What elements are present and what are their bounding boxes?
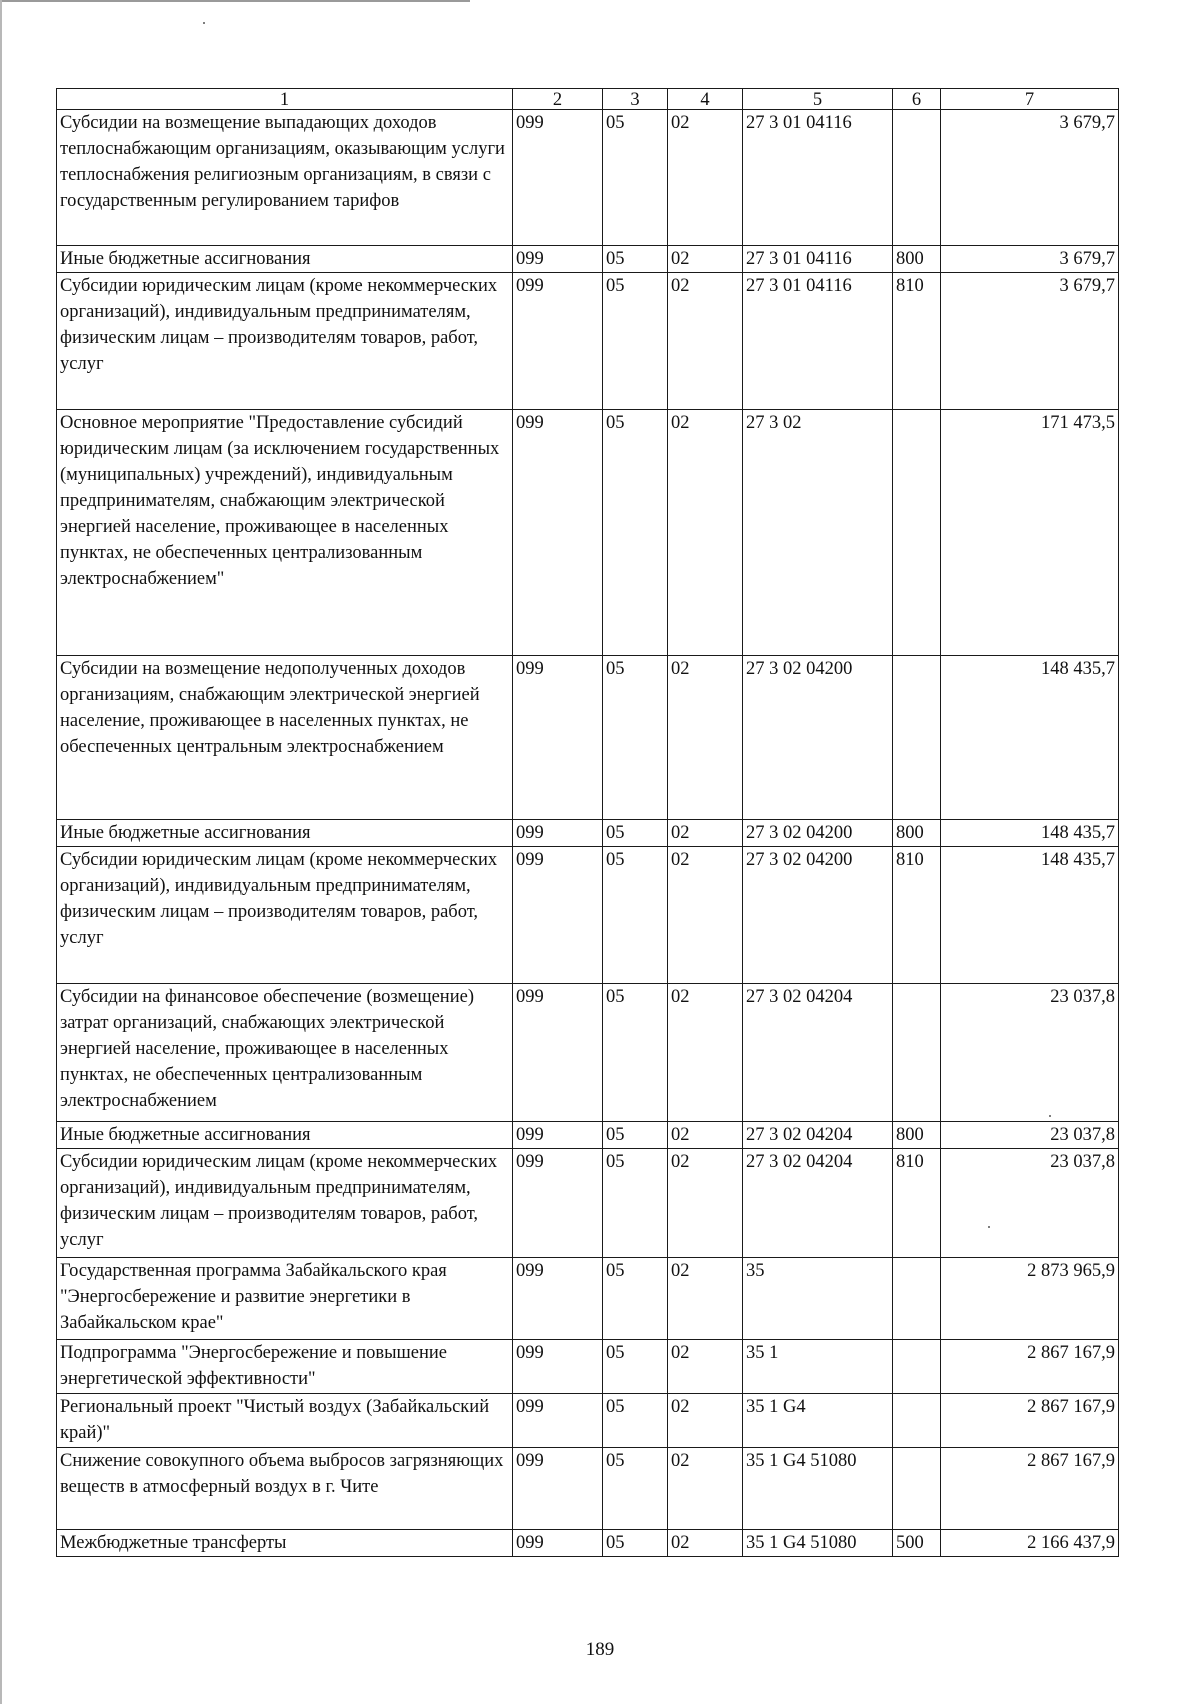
row-subsection-code: 02 bbox=[668, 410, 743, 656]
row-name: Государственная программа Забайкальского края "Энергосбережение и развитие энергетики в Забайкальском крае" bbox=[57, 1258, 513, 1340]
row-section-code: 05 bbox=[603, 110, 668, 246]
row-target-code: 27 3 02 04200 bbox=[743, 820, 893, 847]
row-target-code: 27 3 02 04200 bbox=[743, 847, 893, 984]
row-amount: 3 679,7 bbox=[941, 273, 1119, 410]
table-row bbox=[57, 1340, 1119, 1394]
row-target-code: 27 3 01 04116 bbox=[743, 110, 893, 246]
row-ministry-code: 099 bbox=[513, 656, 603, 820]
row-name: Субсидии юридическим лицам (кроме некоммерческих организаций), индивидуальным предпринимателям, физическим лицам – производителям товаров, работ, услуг bbox=[57, 1149, 513, 1258]
row-target-code: 27 3 02 04204 bbox=[743, 1149, 893, 1258]
row-amount: 3 679,7 bbox=[941, 110, 1119, 246]
table-row bbox=[57, 246, 1119, 273]
row-section-code: 05 bbox=[603, 656, 668, 820]
row-ministry-code: 099 bbox=[513, 246, 603, 273]
table-row bbox=[57, 847, 1119, 984]
row-expense-type: 800 bbox=[893, 820, 941, 847]
row-subsection-code: 02 bbox=[668, 273, 743, 410]
page-number: 189 bbox=[585, 1639, 615, 1660]
row-subsection-code: 02 bbox=[668, 847, 743, 984]
row-target-code: 35 1 G4 51080 bbox=[743, 1530, 893, 1557]
table-row bbox=[57, 1530, 1119, 1557]
row-ministry-code: 099 bbox=[513, 847, 603, 984]
row-ministry-code: 099 bbox=[513, 1340, 603, 1394]
row-ministry-code: 099 bbox=[513, 273, 603, 410]
row-expense-type: 800 bbox=[893, 246, 941, 273]
row-section-code: 05 bbox=[603, 1149, 668, 1258]
row-expense-type: 800 bbox=[893, 1122, 941, 1149]
row-section-code: 05 bbox=[603, 984, 668, 1122]
row-subsection-code: 02 bbox=[668, 1258, 743, 1340]
row-subsection-code: 02 bbox=[668, 656, 743, 820]
table-row bbox=[57, 110, 1119, 246]
row-amount: 23 037,8 bbox=[941, 1149, 1119, 1258]
row-ministry-code: 099 bbox=[513, 410, 603, 656]
row-amount: 171 473,5 bbox=[941, 410, 1119, 656]
row-target-code: 35 1 bbox=[743, 1340, 893, 1394]
row-ministry-code: 099 bbox=[513, 1122, 603, 1149]
table-row bbox=[57, 1149, 1119, 1258]
row-ministry-code: 099 bbox=[513, 1530, 603, 1557]
row-amount: 2 166 437,9 bbox=[941, 1530, 1119, 1557]
row-subsection-code: 02 bbox=[668, 1149, 743, 1258]
row-expense-type bbox=[893, 1448, 941, 1530]
column-header: 7 bbox=[941, 89, 1119, 110]
row-expense-type: 810 bbox=[893, 847, 941, 984]
row-ministry-code: 099 bbox=[513, 1394, 603, 1448]
row-name: Субсидии юридическим лицам (кроме некоммерческих организаций), индивидуальным предпринимателям, физическим лицам – производителям товаров, работ, услуг bbox=[57, 273, 513, 410]
row-name: Субсидии на возмещение недополученных доходов организациям, снабжающим электрической энергией население, проживающее в населенных пунктах, не обеспеченных центральным электроснабжением bbox=[57, 656, 513, 820]
row-name: Субсидии на финансовое обеспечение (возмещение) затрат организаций, снабжающих электрической энергией население, проживающее в населенных пунктах, не обеспеченных централизованным электроснабжением bbox=[57, 984, 513, 1122]
row-section-code: 05 bbox=[603, 273, 668, 410]
scan-edge-top bbox=[0, 0, 470, 2]
row-target-code: 27 3 02 04204 bbox=[743, 1122, 893, 1149]
row-expense-type bbox=[893, 1340, 941, 1394]
row-name: Иные бюджетные ассигнования bbox=[57, 1122, 513, 1149]
row-target-code: 27 3 01 04116 bbox=[743, 246, 893, 273]
budget-table bbox=[56, 88, 1119, 1557]
row-section-code: 05 bbox=[603, 820, 668, 847]
row-amount: 2 867 167,9 bbox=[941, 1394, 1119, 1448]
row-section-code: 05 bbox=[603, 410, 668, 656]
row-target-code: 27 3 02 04204 bbox=[743, 984, 893, 1122]
table-row bbox=[57, 1394, 1119, 1448]
row-amount: 2 873 965,9 bbox=[941, 1258, 1119, 1340]
row-amount: 148 435,7 bbox=[941, 820, 1119, 847]
row-ministry-code: 099 bbox=[513, 1258, 603, 1340]
row-amount: 3 679,7 bbox=[941, 246, 1119, 273]
row-expense-type bbox=[893, 1394, 941, 1448]
row-name: Субсидии на возмещение выпадающих доходов теплоснабжающим организациям, оказывающим услуги теплоснабжения религиозным организациям, в связи с государственным регулированием тарифов bbox=[57, 110, 513, 246]
row-amount: 2 867 167,9 bbox=[941, 1448, 1119, 1530]
row-ministry-code: 099 bbox=[513, 1448, 603, 1530]
table-row bbox=[57, 820, 1119, 847]
row-name: Региональный проект "Чистый воздух (Забайкальский край)" bbox=[57, 1394, 513, 1448]
row-subsection-code: 02 bbox=[668, 246, 743, 273]
row-expense-type bbox=[893, 110, 941, 246]
row-section-code: 05 bbox=[603, 1448, 668, 1530]
row-subsection-code: 02 bbox=[668, 110, 743, 246]
row-expense-type bbox=[893, 410, 941, 656]
row-subsection-code: 02 bbox=[668, 1448, 743, 1530]
row-section-code: 05 bbox=[603, 1122, 668, 1149]
row-section-code: 05 bbox=[603, 1394, 668, 1448]
table-row bbox=[57, 984, 1119, 1122]
row-name: Основное мероприятие "Предоставление субсидий юридическим лицам (за исключением государственных (муниципальных) учреждений), индивидуальным предпринимателям, снабжающим электрической энергией население, проживающее в населенных пунктах, не обеспеченных централизованным электроснабжением" bbox=[57, 410, 513, 656]
row-target-code: 35 1 G4 bbox=[743, 1394, 893, 1448]
row-subsection-code: 02 bbox=[668, 1340, 743, 1394]
scan-edge-left bbox=[0, 0, 2, 1704]
table-row bbox=[57, 1448, 1119, 1530]
row-section-code: 05 bbox=[603, 1530, 668, 1557]
row-subsection-code: 02 bbox=[668, 1394, 743, 1448]
row-amount: 23 037,8 bbox=[941, 984, 1119, 1122]
row-subsection-code: 02 bbox=[668, 984, 743, 1122]
row-expense-type bbox=[893, 984, 941, 1122]
column-header: 6 bbox=[893, 89, 941, 110]
row-amount: 23 037,8 bbox=[941, 1122, 1119, 1149]
row-expense-type: 810 bbox=[893, 273, 941, 410]
row-amount: 148 435,7 bbox=[941, 847, 1119, 984]
row-target-code: 27 3 02 bbox=[743, 410, 893, 656]
column-header: 3 bbox=[603, 89, 668, 110]
row-name: Межбюджетные трансферты bbox=[57, 1530, 513, 1557]
row-ministry-code: 099 bbox=[513, 1149, 603, 1258]
row-section-code: 05 bbox=[603, 1340, 668, 1394]
row-target-code: 27 3 01 04116 bbox=[743, 273, 893, 410]
row-name: Подпрограмма "Энергосбережение и повышение энергетической эффективности" bbox=[57, 1340, 513, 1394]
row-amount: 148 435,7 bbox=[941, 656, 1119, 820]
table-header-row bbox=[57, 89, 1119, 110]
row-ministry-code: 099 bbox=[513, 820, 603, 847]
row-target-code: 27 3 02 04200 bbox=[743, 656, 893, 820]
row-section-code: 05 bbox=[603, 847, 668, 984]
row-ministry-code: 099 bbox=[513, 110, 603, 246]
table-row bbox=[57, 1122, 1119, 1149]
row-name: Субсидии юридическим лицам (кроме некоммерческих организаций), индивидуальным предпринимателям, физическим лицам – производителям товаров, работ, услуг bbox=[57, 847, 513, 984]
row-name: Иные бюджетные ассигнования bbox=[57, 246, 513, 273]
row-expense-type bbox=[893, 656, 941, 820]
row-name: Снижение совокупного объема выбросов загрязняющих веществ в атмосферный воздух в г. Чите bbox=[57, 1448, 513, 1530]
column-header: 1 bbox=[57, 89, 513, 110]
row-subsection-code: 02 bbox=[668, 820, 743, 847]
column-header: 5 bbox=[743, 89, 893, 110]
row-expense-type: 500 bbox=[893, 1530, 941, 1557]
table-row bbox=[57, 656, 1119, 820]
row-section-code: 05 bbox=[603, 1258, 668, 1340]
table-row bbox=[57, 273, 1119, 410]
scan-speck bbox=[203, 22, 205, 24]
row-subsection-code: 02 bbox=[668, 1530, 743, 1557]
table-row bbox=[57, 410, 1119, 656]
table-row bbox=[57, 1258, 1119, 1340]
row-target-code: 35 1 G4 51080 bbox=[743, 1448, 893, 1530]
row-amount: 2 867 167,9 bbox=[941, 1340, 1119, 1394]
row-name: Иные бюджетные ассигнования bbox=[57, 820, 513, 847]
row-section-code: 05 bbox=[603, 246, 668, 273]
column-header: 2 bbox=[513, 89, 603, 110]
row-expense-type: 810 bbox=[893, 1149, 941, 1258]
row-subsection-code: 02 bbox=[668, 1122, 743, 1149]
column-header: 4 bbox=[668, 89, 743, 110]
row-ministry-code: 099 bbox=[513, 984, 603, 1122]
row-target-code: 35 bbox=[743, 1258, 893, 1340]
row-expense-type bbox=[893, 1258, 941, 1340]
